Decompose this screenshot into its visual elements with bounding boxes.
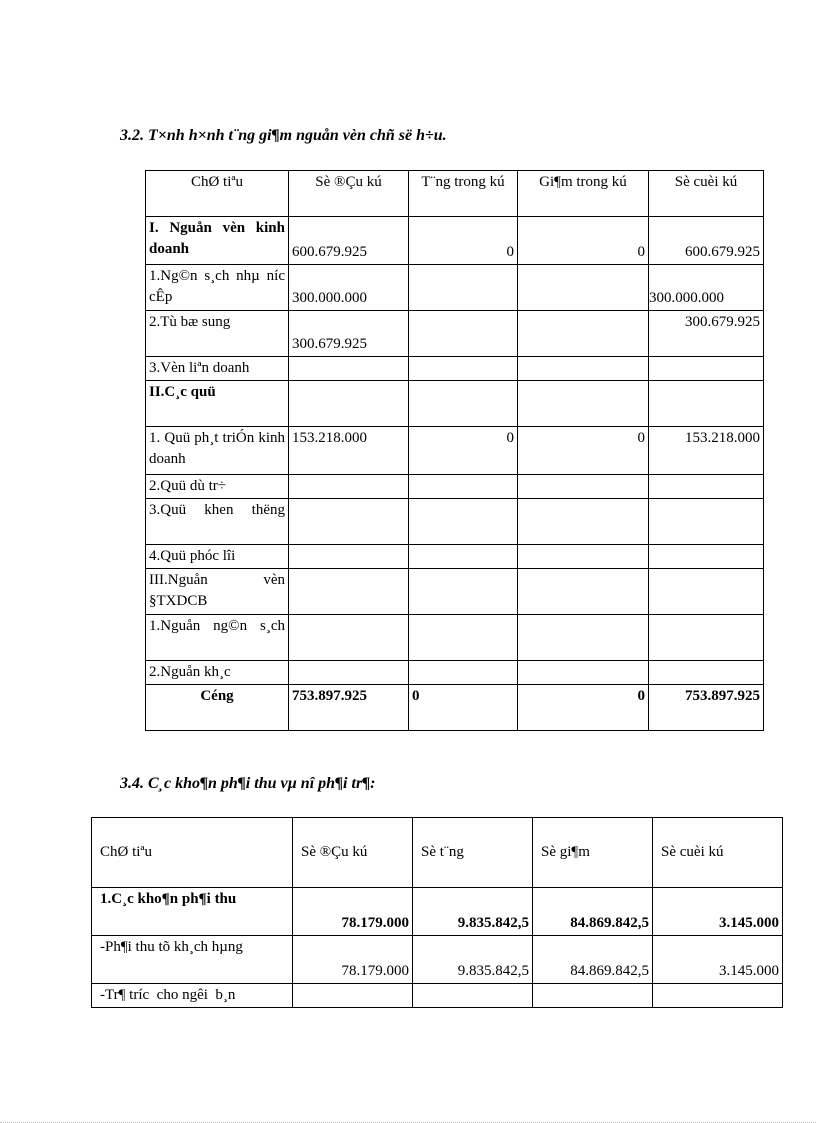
cell-value bbox=[409, 569, 518, 615]
cell-value bbox=[409, 499, 518, 545]
row-label: II.C¸c quü bbox=[146, 381, 289, 427]
table-row bbox=[146, 311, 764, 357]
col-header: Sè gi¶m bbox=[533, 818, 653, 888]
col-header: Sè ®Çu kú bbox=[293, 818, 413, 888]
row-label: 2.Nguån kh¸c bbox=[146, 661, 289, 685]
table-row bbox=[146, 545, 764, 569]
cell-value: 0 bbox=[518, 427, 649, 475]
cell-value bbox=[533, 984, 653, 1008]
table-row bbox=[146, 499, 764, 545]
cell-value bbox=[649, 661, 764, 685]
cell-value bbox=[293, 984, 413, 1008]
cell-value: 300.000.000 bbox=[649, 265, 764, 311]
row-label: III.Nguån vèn §TXDCB bbox=[146, 569, 289, 615]
cell-value bbox=[649, 357, 764, 381]
cell-value: 600.679.925 bbox=[289, 217, 409, 265]
cell-value bbox=[518, 381, 649, 427]
cell-value: 84.869.842,5 bbox=[533, 888, 653, 936]
cell-value bbox=[289, 615, 409, 661]
cell-value bbox=[649, 545, 764, 569]
total-row bbox=[146, 685, 764, 731]
cell-value bbox=[409, 381, 518, 427]
row-label: -Tr¶ tríc cho ngêi b¸n bbox=[92, 984, 293, 1008]
row-label: Céng bbox=[146, 685, 289, 731]
cell-value bbox=[289, 545, 409, 569]
cell-value bbox=[518, 661, 649, 685]
cell-value bbox=[413, 984, 533, 1008]
row-label: 1.Nguån ng©n s¸ch bbox=[146, 615, 289, 661]
table-row bbox=[92, 888, 783, 936]
cell-value bbox=[409, 545, 518, 569]
table-header-row bbox=[146, 171, 764, 217]
cell-value bbox=[518, 475, 649, 499]
col-header: ChØ tiªu bbox=[92, 818, 293, 888]
row-label: 2.Quü dù tr÷ bbox=[146, 475, 289, 499]
table-row bbox=[146, 427, 764, 475]
cell-value bbox=[409, 311, 518, 357]
cell-value bbox=[518, 499, 649, 545]
cell-value: 300.679.925 bbox=[649, 311, 764, 357]
table-row bbox=[146, 265, 764, 311]
cell-value: 0 bbox=[409, 427, 518, 475]
cell-value: 0 bbox=[409, 685, 518, 731]
cell-value bbox=[649, 381, 764, 427]
cell-value: 84.869.842,5 bbox=[533, 936, 653, 984]
cell-value: 3.145.000 bbox=[653, 888, 783, 936]
row-label: 3.Quü khen thëng bbox=[146, 499, 289, 545]
cell-value: 753.897.925 bbox=[289, 685, 409, 731]
row-label: 4.Quü phóc lîi bbox=[146, 545, 289, 569]
cell-value bbox=[409, 265, 518, 311]
cell-value: 300.679.925 bbox=[289, 311, 409, 357]
col-header: Sè ®Çu kú bbox=[289, 171, 409, 217]
cell-value: 9.835.842,5 bbox=[413, 936, 533, 984]
table-row bbox=[146, 381, 764, 427]
cell-value: 78.179.000 bbox=[293, 936, 413, 984]
table-row bbox=[146, 569, 764, 615]
table-row bbox=[92, 984, 783, 1008]
cell-value: 0 bbox=[518, 217, 649, 265]
cell-value bbox=[409, 661, 518, 685]
cell-value bbox=[518, 569, 649, 615]
table-header-row bbox=[92, 818, 783, 888]
section-heading-equity: 3.2. T×nh h×nh t¨ng gi¶m nguån vèn chñ së h÷u. bbox=[120, 127, 447, 144]
col-header: ChØ tiªu bbox=[146, 171, 289, 217]
cell-value: 753.897.925 bbox=[649, 685, 764, 731]
col-header: Sè cuèi kú bbox=[653, 818, 783, 888]
cell-value bbox=[518, 357, 649, 381]
cell-value bbox=[409, 615, 518, 661]
cell-value bbox=[289, 357, 409, 381]
cell-value: 153.218.000 bbox=[289, 427, 409, 475]
cell-value bbox=[289, 381, 409, 427]
cell-value bbox=[289, 499, 409, 545]
col-header: Sè t¨ng bbox=[413, 818, 533, 888]
row-label: 1.Ng©n s¸ch nhµ níc cÊp bbox=[146, 265, 289, 311]
cell-value bbox=[289, 475, 409, 499]
equity-change-table bbox=[145, 170, 764, 731]
receivables-table bbox=[91, 817, 783, 1008]
row-label: 1.C¸c kho¶n ph¶i thu bbox=[92, 888, 293, 936]
cell-value: 300.000.000 bbox=[289, 265, 409, 311]
row-label: I. Nguån vèn kinh doanh bbox=[146, 217, 289, 265]
cell-value bbox=[289, 569, 409, 615]
row-label: 2.Tù bæ sung bbox=[146, 311, 289, 357]
row-label: 3.Vèn liªn doanh bbox=[146, 357, 289, 381]
table-row bbox=[92, 936, 783, 984]
col-header: T¨ng trong kú bbox=[409, 171, 518, 217]
section-heading-receivables: 3.4. C¸c kho¶n ph¶i thu vµ nî ph¶i tr¶: bbox=[120, 775, 376, 792]
cell-value bbox=[409, 475, 518, 499]
cell-value bbox=[518, 311, 649, 357]
cell-value: 78.179.000 bbox=[293, 888, 413, 936]
table-row bbox=[146, 475, 764, 499]
row-label: 1. Quü ph¸t triÓn kinh doanh bbox=[146, 427, 289, 475]
col-header: Sè cuèi kú bbox=[649, 171, 764, 217]
table-row bbox=[146, 357, 764, 381]
cell-value bbox=[649, 615, 764, 661]
cell-value bbox=[289, 661, 409, 685]
cell-value: 600.679.925 bbox=[649, 217, 764, 265]
cell-value bbox=[518, 545, 649, 569]
col-header: Gi¶m trong kú bbox=[518, 171, 649, 217]
cell-value bbox=[518, 615, 649, 661]
cell-value: 0 bbox=[518, 685, 649, 731]
cell-value bbox=[518, 265, 649, 311]
cell-value: 3.145.000 bbox=[653, 936, 783, 984]
cell-value bbox=[653, 984, 783, 1008]
cell-value bbox=[409, 357, 518, 381]
cell-value bbox=[649, 569, 764, 615]
cell-value: 9.835.842,5 bbox=[413, 888, 533, 936]
table-row bbox=[146, 615, 764, 661]
table-row bbox=[146, 661, 764, 685]
cell-value bbox=[649, 499, 764, 545]
cell-value: 153.218.000 bbox=[649, 427, 764, 475]
row-label: -Ph¶i thu tõ kh¸ch hµng bbox=[92, 936, 293, 984]
cell-value bbox=[649, 475, 764, 499]
cell-value: 0 bbox=[409, 217, 518, 265]
table-row bbox=[146, 217, 764, 265]
